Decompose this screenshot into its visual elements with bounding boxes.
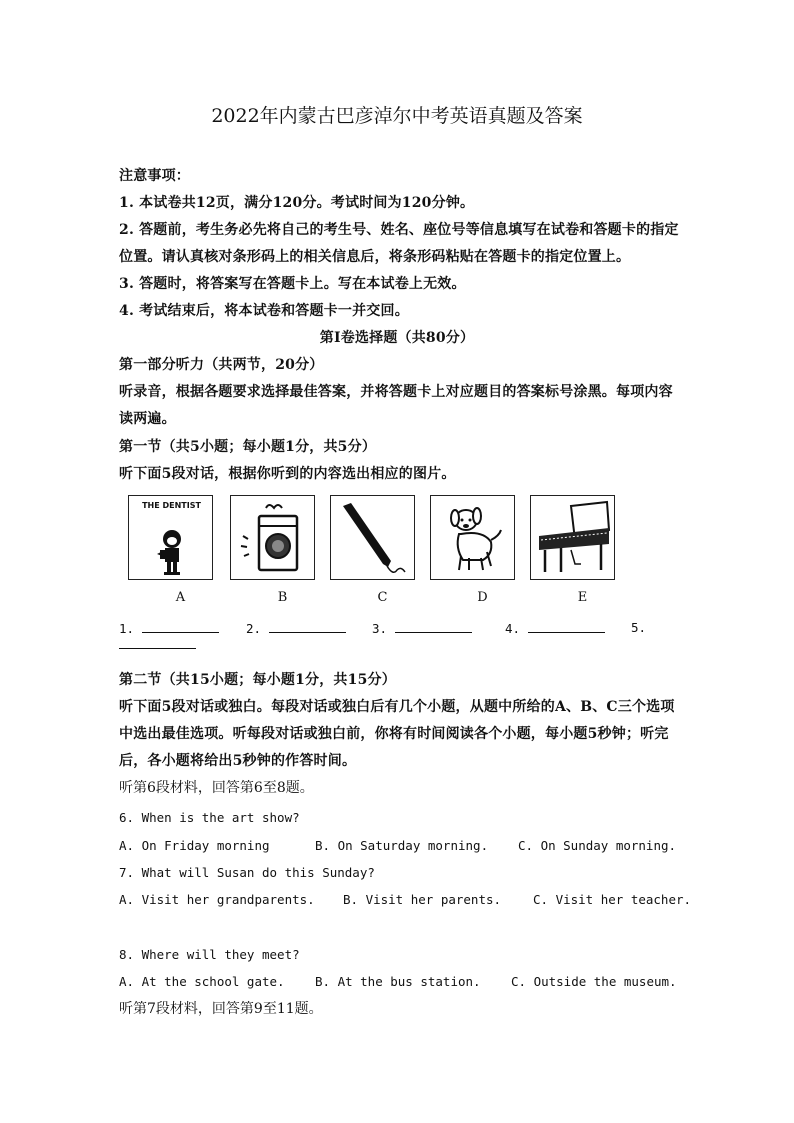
q7-option-c: C. Visit her teacher. [533, 892, 692, 907]
question-7: 7. What will Susan do this Sunday? [119, 865, 375, 880]
section1-instructions-cont: 读两遍。 [119, 411, 176, 427]
answer-blank-1[interactable]: 1. [119, 620, 219, 636]
q8-option-c: C. Outside the museum. [511, 974, 677, 989]
q6-option-b: B. On Saturday morning. [315, 838, 489, 853]
material-7-heading: 听第7段材料，回答第9至11题。 [119, 1001, 323, 1017]
washing-machine-icon [231, 496, 316, 581]
dentist-caption: THE DENTIST [142, 501, 201, 510]
question-6: 6. When is the art show? [119, 810, 300, 825]
answer-blank-5-label: 5. [631, 620, 647, 635]
pen-icon [331, 496, 416, 581]
dog-icon [431, 496, 516, 581]
page-title: 2022年内蒙古巴彦淖尔中考英语真题及答案 [211, 105, 583, 127]
note-item-1: 1. 本试卷共12页，满分120分。考试时间为120分钟。 [119, 195, 475, 211]
answer-blank-3[interactable]: 3. [372, 620, 472, 636]
picture-d [430, 495, 515, 580]
q7-option-a: A. Visit her grandparents. [119, 892, 315, 907]
sub1-heading: 第一节（共5小题；每小题1分，共5分） [119, 439, 377, 455]
note-item-2-cont: 位置。请认真核对条形码上的相关信息后，将条形码粘贴在答题卡的指定位置上。 [119, 249, 631, 265]
answer-blank-5[interactable] [119, 648, 196, 649]
picture-label-b: B [277, 590, 288, 605]
picture-label-c: C [377, 590, 388, 605]
note-item-3: 3. 答题时，将答案写在答题卡上。写在本试卷上无效。 [119, 276, 466, 292]
picture-label-d: D [477, 590, 488, 605]
answer-blank-2[interactable]: 2. [246, 620, 346, 636]
sub2-heading: 第二节（共15小题；每小题1分，共15分） [119, 672, 396, 688]
note-item-4: 4. 考试结束后，将本试卷和答题卡一并交回。 [119, 303, 409, 319]
q8-option-a: A. At the school gate. [119, 974, 285, 989]
q8-option-b: B. At the bus station. [315, 974, 481, 989]
sub2-instructions-cont1: 中选出最佳选项。听每段对话或独白前，你将有时间阅读各个小题，每小题5秒钟；听完 [119, 726, 669, 742]
dentist-icon [129, 496, 214, 581]
picture-c [330, 495, 415, 580]
sub2-instructions: 听下面5段对话或独白。每段对话或独白后有几个小题，从题中所给的A、B、C三个选项 [119, 699, 675, 715]
picture-e [530, 495, 615, 580]
note-item-2: 2. 答题前，考生务必先将自己的考生号、姓名、座位号等信息填写在试卷和答题卡的指定 [119, 222, 679, 238]
picture-label-a: A [175, 590, 186, 605]
q6-option-c: C. On Sunday morning. [518, 838, 677, 853]
q6-option-a: A. On Friday morning [119, 838, 270, 853]
sub2-instructions-cont2: 后，各小题将给出5秒钟的作答时间。 [119, 753, 357, 769]
notes-heading: 注意事项： [119, 168, 190, 184]
q7-option-b: B. Visit her parents. [343, 892, 502, 907]
part-title: 第Ⅰ卷选择题（共80分） [319, 330, 475, 346]
picture-a [128, 495, 213, 580]
picture-b [230, 495, 315, 580]
question-8: 8. Where will they meet? [119, 947, 300, 962]
material-6-heading: 听第6段材料，回答第6至8题。 [119, 780, 314, 796]
answer-blank-4[interactable]: 4. [505, 620, 605, 636]
picture-label-e: E [577, 590, 588, 605]
piano-icon [531, 496, 616, 581]
section1-heading: 第一部分听力（共两节，20分） [119, 357, 324, 373]
section1-instructions: 听录音，根据各题要求选择最佳答案，并将答题卡上对应题目的答案标号涂黑。每项内容 [119, 384, 673, 400]
sub1-instructions: 听下面5段对话，根据你听到的内容选出相应的图片。 [119, 466, 456, 482]
